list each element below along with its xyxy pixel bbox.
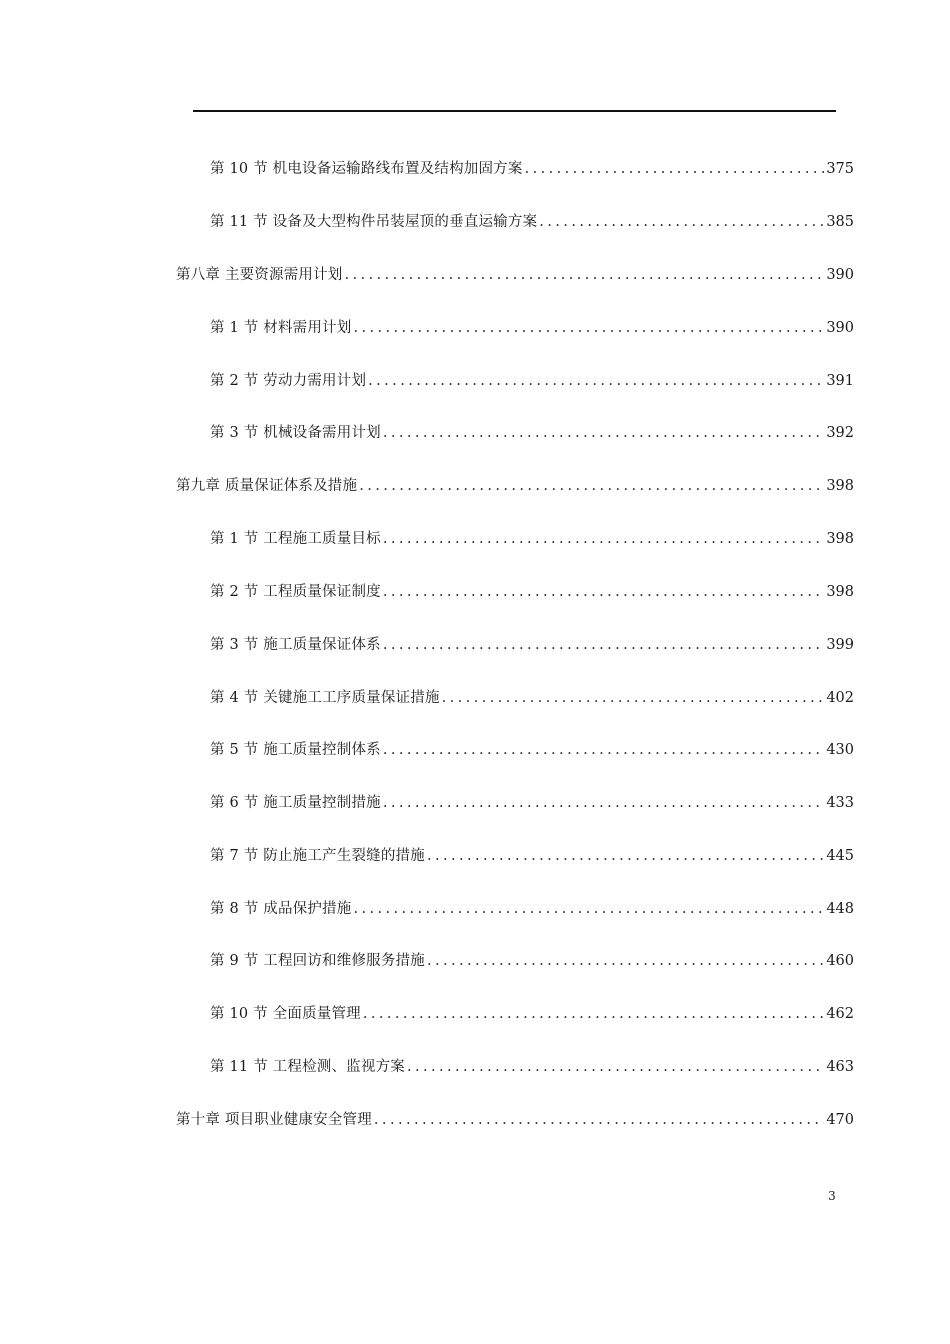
toc-entry-title: 第 7 节 防止施工产生裂缝的措施 bbox=[210, 848, 425, 864]
toc-leader-dots bbox=[383, 792, 824, 814]
toc-leader-dots bbox=[525, 158, 825, 180]
toc-entry-title: 第 1 节 工程施工质量目标 bbox=[210, 531, 381, 547]
toc-entry-chapter-9[interactable] bbox=[176, 475, 854, 497]
page-number: 3 bbox=[828, 1189, 836, 1203]
toc-entry-title: 第 11 节 设备及大型构件吊装屋顶的垂直运输方案 bbox=[210, 214, 538, 230]
toc-entry-page: 385 bbox=[826, 214, 854, 230]
toc-leader-dots bbox=[353, 317, 824, 339]
toc-entry-section-10-total-quality[interactable] bbox=[210, 1003, 854, 1025]
toc-entry-section-9-maintenance-service[interactable] bbox=[210, 950, 854, 972]
toc-entry-title: 第 3 节 机械设备需用计划 bbox=[210, 425, 381, 441]
toc-entry-chapter-8[interactable] bbox=[176, 264, 854, 286]
toc-entry-section-10-equipment-transport[interactable] bbox=[210, 158, 854, 180]
toc-entry-page: 463 bbox=[826, 1059, 854, 1075]
toc-entry-section-7-crack-prevention[interactable] bbox=[210, 845, 854, 867]
toc-leader-dots bbox=[363, 1003, 824, 1025]
toc-leader-dots bbox=[383, 634, 824, 656]
toc-entry-page: 402 bbox=[826, 690, 854, 706]
toc-entry-page: 462 bbox=[826, 1006, 854, 1022]
toc-entry-page: 390 bbox=[826, 320, 854, 336]
toc-entry-section-2-labor[interactable] bbox=[210, 370, 854, 392]
toc-entry-title: 第 10 节 机电设备运输路线布置及结构加固方案 bbox=[210, 161, 523, 177]
header-rule bbox=[193, 110, 836, 112]
toc-leader-dots bbox=[383, 422, 824, 444]
toc-entry-page: 391 bbox=[826, 373, 854, 389]
toc-leader-dots bbox=[345, 264, 825, 286]
toc-entry-section-4-key-process[interactable] bbox=[210, 687, 854, 709]
toc-entry-title: 第 5 节 施工质量控制体系 bbox=[210, 742, 381, 758]
toc-entry-title: 第 4 节 关键施工工序质量保证措施 bbox=[210, 690, 440, 706]
toc-entry-page: 433 bbox=[826, 795, 854, 811]
toc-entry-section-1-quality-target[interactable] bbox=[210, 528, 854, 550]
toc-leader-dots bbox=[383, 739, 824, 761]
toc-entry-section-1-materials[interactable] bbox=[210, 317, 854, 339]
toc-entry-page: 398 bbox=[826, 478, 854, 494]
toc-entry-title: 第 10 节 全面质量管理 bbox=[210, 1006, 361, 1022]
toc-entry-title: 第 2 节 劳动力需用计划 bbox=[210, 373, 367, 389]
toc-entry-title: 第 1 节 材料需用计划 bbox=[210, 320, 352, 336]
toc-entry-title: 第 2 节 工程质量保证制度 bbox=[210, 584, 381, 600]
toc-entry-title: 第 6 节 施工质量控制措施 bbox=[210, 795, 381, 811]
toc-leader-dots bbox=[427, 950, 824, 972]
toc-entry-section-6-quality-control-measures[interactable] bbox=[210, 792, 854, 814]
toc-leader-dots bbox=[407, 1056, 824, 1078]
toc-entry-page: 430 bbox=[826, 742, 854, 758]
toc-leader-dots bbox=[359, 475, 824, 497]
toc-entry-page: 398 bbox=[826, 584, 854, 600]
toc-entry-section-11-vertical-transport[interactable] bbox=[210, 211, 854, 233]
toc-entry-page: 460 bbox=[826, 953, 854, 969]
toc-entry-title: 第 8 节 成品保护措施 bbox=[210, 901, 352, 917]
toc-entry-page: 375 bbox=[826, 161, 854, 177]
toc-leader-dots bbox=[383, 581, 824, 603]
toc-entry-section-11-inspection-monitoring[interactable] bbox=[210, 1056, 854, 1078]
toc-entry-section-3-machinery[interactable] bbox=[210, 422, 854, 444]
toc-entry-page: 392 bbox=[826, 425, 854, 441]
toc-leader-dots bbox=[539, 211, 824, 233]
toc-entry-page: 398 bbox=[826, 531, 854, 547]
toc-leader-dots bbox=[383, 528, 824, 550]
toc-entry-section-3-quality-assurance[interactable] bbox=[210, 634, 854, 656]
toc-entry-title: 第十章 项目职业健康安全管理 bbox=[176, 1112, 372, 1128]
toc-leader-dots bbox=[442, 687, 825, 709]
toc-entry-page: 445 bbox=[826, 848, 854, 864]
toc-entry-page: 470 bbox=[826, 1112, 854, 1128]
toc-entry-chapter-10[interactable] bbox=[176, 1109, 854, 1131]
toc-entry-title: 第 9 节 工程回访和维修服务措施 bbox=[210, 953, 425, 969]
toc-entry-page: 399 bbox=[826, 637, 854, 653]
toc-leader-dots bbox=[427, 845, 824, 867]
toc-entry-title: 第 11 节 工程检测、监视方案 bbox=[210, 1059, 405, 1075]
toc-leader-dots bbox=[368, 370, 824, 392]
toc-leader-dots bbox=[374, 1109, 824, 1131]
toc-entry-section-2-quality-system[interactable] bbox=[210, 581, 854, 603]
toc-entry-title: 第九章 质量保证体系及措施 bbox=[176, 478, 358, 494]
toc-leader-dots bbox=[353, 898, 824, 920]
toc-entry-page: 390 bbox=[826, 267, 854, 283]
toc-entry-title: 第 3 节 施工质量保证体系 bbox=[210, 637, 381, 653]
toc-entry-section-8-product-protection[interactable] bbox=[210, 898, 854, 920]
toc-entry-section-5-quality-control-system[interactable] bbox=[210, 739, 854, 761]
toc-entry-page: 448 bbox=[826, 901, 854, 917]
toc-entry-title: 第八章 主要资源需用计划 bbox=[176, 267, 343, 283]
